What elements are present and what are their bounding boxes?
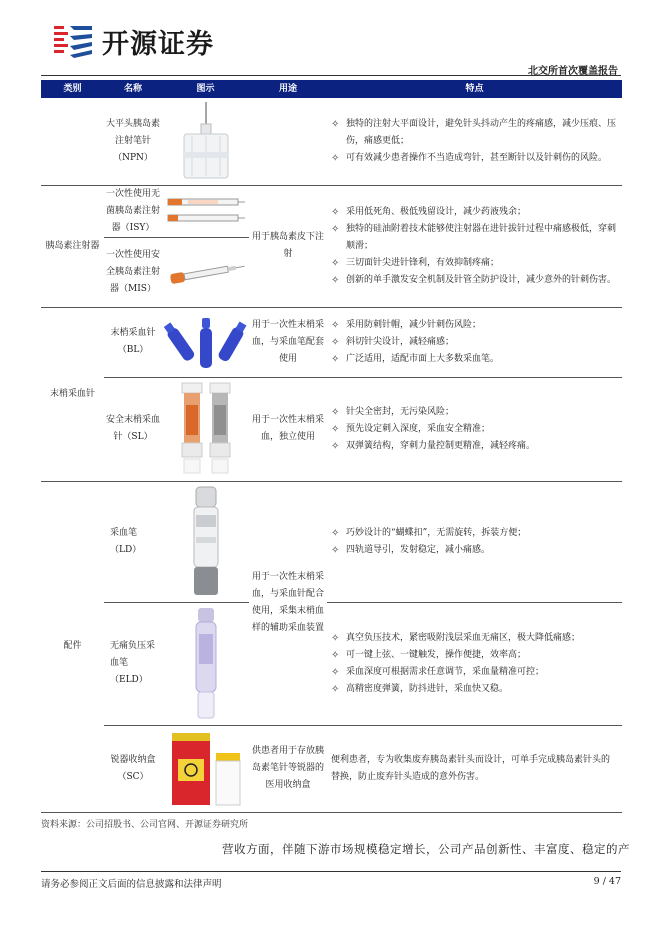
feature-item: ✧ 采血深度可根据需求任意调节，采血量精准可控；	[331, 666, 545, 678]
feature-item: ✧ 广泛适用，适配市面上大多数采血笔。	[331, 353, 500, 365]
product-name-sl: 安全末梢采血针（SL）	[104, 377, 162, 481]
product-name-isy: 一次性使用无菌胰岛素注射器（ISY）	[104, 185, 162, 237]
table-row-isy	[41, 185, 622, 237]
product-features-sl	[327, 377, 622, 481]
feature-item: ✧ 创新的单手激发安全机制及针管全防护设计，减少意外的针刺伤害。	[331, 274, 617, 286]
feature-item: ✧ 斜切针尖设计，减轻痛感；	[331, 336, 455, 348]
blood-lancet-icon	[164, 312, 248, 372]
product-use-sc: 供患者用于存放胰岛素笔针等锐器的医用收纳盒	[249, 725, 327, 812]
feature-item: ✧ 真空负压技术，紧密吸附浅层采血无痛区，极大降低痛感；	[331, 632, 581, 644]
product-image-sl	[162, 377, 249, 481]
report-title: 北交所首次覆盖报告	[528, 66, 618, 77]
insulin-syringe-icon	[166, 191, 246, 231]
product-features-eld	[327, 602, 622, 725]
feature-item: ✧ 针尖全密封，无污染风险；	[331, 406, 455, 418]
feature-text: 便利患者，专为收集废弃胰岛素针头而设计，可单手完成胰岛素针头的替换，防止废弃针头造成的意外伤害。	[331, 754, 611, 782]
column-header-use: 用途	[249, 80, 327, 98]
page-number: 9 / 47	[593, 876, 621, 887]
column-header-category: 类别	[41, 80, 104, 98]
safety-syringe-icon	[166, 252, 246, 292]
footer-disclaimer: 请务必参阅正文后面的信息披露和法律声明	[41, 879, 222, 890]
product-image-bl	[162, 307, 249, 377]
column-header-image: 图示	[162, 80, 249, 98]
feature-item: ✧ 采用低死角、极低残留设计，减少药液残余；	[331, 206, 527, 218]
feature-item: ✧ 可有效减少患者操作不当造成弯针，甚至断针以及针刺伤的风险。	[331, 152, 608, 164]
product-image-npn	[162, 98, 249, 185]
feature-item: ✧ 三切面针尖进针锋利，有效抑制疼痛；	[331, 257, 500, 269]
product-image-ld	[162, 481, 249, 602]
feature-item: ✧ 高精密度弹簧，防抖进针，采血快又稳。	[331, 683, 509, 695]
pen-needle-icon	[174, 100, 238, 182]
feature-item: ✧ 双弹簧结构，穿刺力量控制更精准，减轻疼痛。	[331, 440, 536, 452]
feature-item: ✧ 可一键上弦、一键触发，操作便捷，效率高；	[331, 649, 527, 661]
category-cell-npn	[41, 98, 104, 185]
product-name-sc: 锐器收纳盒（SC）	[104, 725, 162, 812]
product-features-syringes	[327, 185, 622, 307]
product-use-pens: 用于一次性末梢采血，与采血针配合使用，采集末梢血样的辅助采血装置	[249, 481, 327, 725]
column-header-features: 特点	[327, 80, 622, 98]
product-image-sc	[162, 725, 249, 812]
product-name-ld: 采血笔（LD）	[104, 481, 162, 602]
table-row-eld	[41, 602, 622, 725]
table-row-npn	[41, 98, 622, 185]
feature-item: ✧ 独特的硅油附着技术能够使注射器在进针拔针过程中痛感极低，穿刺顺滑；	[331, 223, 617, 251]
table-row-sc	[41, 725, 622, 812]
product-features-npn	[327, 98, 622, 185]
product-name-npn: 大平头胰岛素注射笔针（NPN）	[104, 98, 162, 185]
product-name-mis: 一次性使用安全胰岛素注射器（MIS）	[104, 237, 162, 307]
feature-item: ✧ 采用防刺针帽，减少针刺伤风险；	[331, 319, 482, 331]
product-image-mis	[162, 237, 249, 307]
header-divider	[41, 75, 621, 76]
feature-item: ✧ 四轨道导引，发射稳定，减小痛感。	[331, 544, 491, 556]
body-paragraph: 营收方面，伴随下游市场规模稳定增长，公司产品创新性、丰富度、稳定的产	[222, 842, 630, 856]
category-accessory: 配件	[41, 481, 104, 812]
feature-item: ✧ 独特的注射大平面设计，避免针头抖动产生的疼痛感，减少压痕、压伤，痛感更低；	[331, 118, 617, 146]
table-row-ld	[41, 481, 622, 602]
product-use-sl: 用于一次性末梢采血，独立使用	[249, 377, 327, 481]
category-insulin-syringe: 胰岛素注射器	[41, 185, 104, 307]
source-note: 资料来源：公司招股书、公司官网、开源证券研究所	[41, 820, 249, 830]
logo-text: 开源证券	[102, 28, 214, 60]
feature-item: ✧ 巧妙设计的“蝴蝶扣”，无需旋转，拆装方便；	[331, 527, 527, 539]
category-lancet: 末梢采血针	[41, 307, 104, 481]
feature-item: ✧ 预先设定刺入深度，采血安全精准；	[331, 423, 491, 435]
column-header-name: 名称	[104, 80, 162, 98]
table-row-sl	[41, 377, 622, 481]
vacuum-lancing-device-icon	[186, 606, 226, 722]
table-header-row	[41, 80, 622, 98]
product-name-eld: 无痛负压采血笔（ELD）	[104, 602, 162, 725]
safety-lancet-icon	[174, 381, 238, 477]
product-table	[41, 80, 622, 813]
product-features-bl	[327, 307, 622, 377]
product-use-npn	[249, 98, 327, 185]
kaiyuan-logo-icon	[52, 22, 96, 60]
product-use-bl: 用于一次性末梢采血，与采血笔配套使用	[249, 307, 327, 377]
company-logo	[52, 22, 214, 60]
product-features-sc	[327, 725, 622, 812]
footer-divider	[41, 871, 621, 872]
sharps-container-icon	[168, 729, 244, 809]
product-image-eld	[162, 602, 249, 725]
product-use-syringes: 用于胰岛素皮下注射	[249, 185, 327, 307]
lancing-device-icon	[186, 485, 226, 599]
product-name-bl: 末梢采血针（BL）	[104, 307, 162, 377]
product-image-isy	[162, 185, 249, 237]
product-features-ld	[327, 481, 622, 602]
table-row-bl	[41, 307, 622, 377]
